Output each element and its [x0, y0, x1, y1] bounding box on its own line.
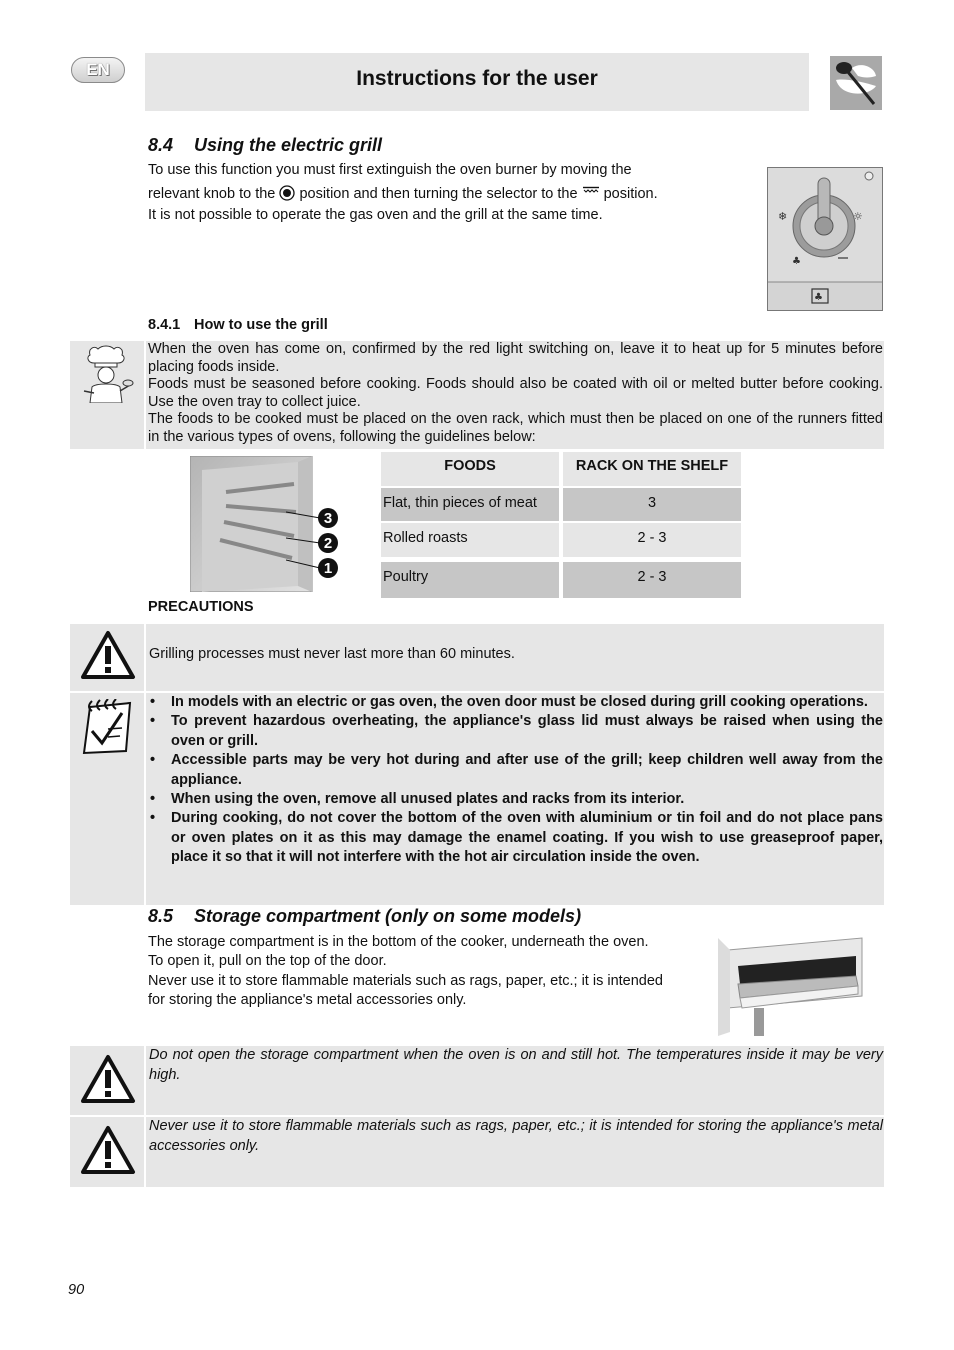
chef-spoon-logo-icon: [830, 56, 882, 110]
page-number: 90: [68, 1282, 85, 1298]
warning-text-cell: [146, 624, 884, 691]
storage-warning-cell: [146, 1046, 884, 1115]
section-title: Using the electric grill: [194, 135, 383, 155]
instruction-paragraph: Foods must be seasoned before cooking. Foods should also be coated with oil or melted butter before cooking. Use the oven tray to collect juice.: [148, 376, 883, 410]
note-icon-cell: [70, 693, 144, 905]
section-title: How to use the grill: [194, 317, 328, 333]
language-badge: EN: [71, 57, 125, 83]
chef-icon: [80, 345, 134, 408]
chef-icon-cell: [70, 341, 144, 449]
storage-text-line: To open it, pull on the top of the door.: [148, 953, 387, 970]
section-title: Storage compartment (only on some models): [194, 906, 582, 926]
precautions-heading: PRECAUTIONS: [148, 599, 254, 615]
warning-icon-cell: [70, 1117, 144, 1187]
grilling-time-warning: Grilling processes must never last more than 60 minutes.: [149, 646, 515, 662]
rack-level-2: 2: [323, 535, 333, 552]
warning-triangle-icon: [80, 1125, 136, 1180]
table-cell-rack: 2 - 3: [563, 523, 741, 557]
storage-flammable-warning-cell: [146, 1117, 884, 1187]
checklist-note-icon: [78, 699, 136, 762]
grill-symbol-icon: [582, 181, 600, 200]
warning-icon-cell: [70, 1046, 144, 1115]
warning-triangle-icon: [80, 1054, 136, 1109]
intro-text: position.: [603, 185, 658, 202]
intro-line: It is not possible to operate the gas oven and the grill at the same time.: [148, 207, 603, 224]
section-8-5-heading: [148, 906, 581, 927]
control-knob-illustration: [767, 167, 883, 311]
table-cell-food: Poultry: [381, 562, 559, 598]
section-number: 8.5: [148, 906, 174, 926]
intro-line: To use this function you must first extinguish the oven burner by moving the: [148, 162, 632, 178]
table-cell-food: Rolled roasts: [381, 523, 559, 557]
storage-text-line: Never use it to store flammable materials such as rags, paper, etc.; it is intended: [148, 972, 663, 989]
svg-text:♣: ♣: [792, 256, 801, 267]
rack-level-3: 3: [323, 510, 333, 527]
warning-icon-cell: [70, 624, 144, 691]
table-header-foods: FOODS: [381, 452, 559, 486]
svg-text:☼: ☼: [853, 210, 863, 223]
instruction-paragraph: When the oven has come on, confirmed by the red light switching on, leave it to heat up for 5 minutes before placing foods inside.: [148, 341, 883, 375]
rack-level-labels: [318, 506, 338, 581]
section-number: 8.4: [148, 135, 174, 155]
svg-text:♣: ♣: [814, 292, 823, 303]
storage-text-line: for storing the appliance's metal accessories only.: [148, 991, 467, 1008]
section-8-4-heading: [148, 135, 382, 156]
svg-text:❄: ❄: [778, 210, 788, 223]
storage-hot-warning: Do not open the storage compartment when the oven is on and still hot. The temperatures inside it may be very high.: [149, 1047, 883, 1083]
section-8-5-text: [148, 933, 718, 1010]
precautions-list: [148, 693, 883, 868]
how-to-use-text-cell: [146, 341, 884, 449]
section-8-4-1-heading: [148, 317, 328, 333]
header-bar: [145, 53, 809, 111]
precaution-item: • When using the oven, remove all unused plates and racks from its interior.: [148, 790, 883, 809]
section-8-4-intro: [148, 161, 710, 225]
burner-off-position-icon: [279, 185, 295, 207]
table-cell-rack: 3: [563, 488, 741, 521]
table-cell-rack: 2 - 3: [563, 562, 741, 598]
intro-text: relevant knob to the: [148, 185, 276, 202]
storage-compartment-illustration: [718, 936, 864, 1038]
section-number: 8.4.1: [148, 317, 181, 333]
intro-line: [148, 181, 710, 207]
rack-level-1: 1: [323, 560, 333, 577]
page-title: Instructions for the user: [356, 67, 598, 90]
table-cell-food: Flat, thin pieces of meat: [381, 488, 559, 521]
intro-text: position and then turning the selector to the: [299, 185, 578, 202]
precaution-item: • In models with an electric or gas oven, the oven door must be closed during grill cooking operations.: [148, 693, 883, 712]
table-header-rack: RACK ON THE SHELF: [563, 452, 741, 486]
precaution-item: • During cooking, do not cover the bottom of the oven with aluminium or tin foil and do not place pans or oven plates on it as this may damage the enamel coating. If you wish to use greaseproof paper, place it so that it will not interfere with the hot air circulation inside the oven.: [148, 809, 883, 867]
precaution-item: • Accessible parts may be very hot during and after use of the grill; keep children well away from the appliance.: [148, 751, 883, 790]
storage-flammable-warning: Never use it to store flammable materials such as rags, paper, etc.; it is intended for storing the appliance's metal accessories only.: [149, 1118, 883, 1154]
precautions-list-cell: [146, 693, 884, 905]
storage-text-line: The storage compartment is in the bottom of the cooker, underneath the oven.: [148, 934, 649, 950]
warning-triangle-icon: [80, 630, 136, 685]
instruction-paragraph: The foods to be cooked must be placed on the oven rack, which must then be placed on one of the runners fitted in the various types of ovens, following the guidelines below:: [148, 411, 883, 445]
precaution-item: • To prevent hazardous overheating, the appliance's glass lid must always be raised when using the oven or grill.: [148, 712, 883, 751]
